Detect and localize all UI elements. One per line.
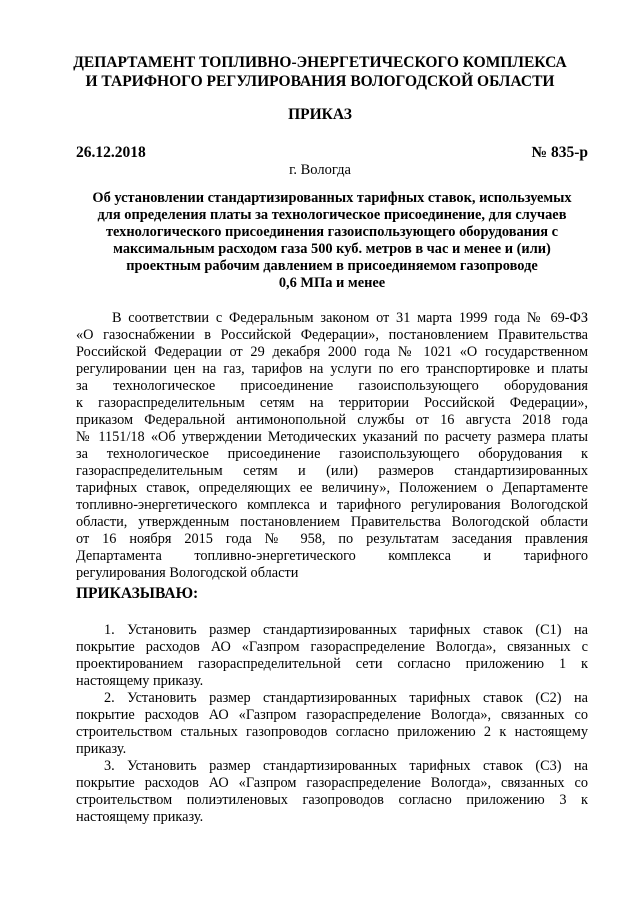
preamble-line: № 1151/18 «Об утверждении Методических указаний по расчету размера платы	[76, 429, 588, 445]
subject-line: 0,6 МПа и менее	[278, 275, 386, 291]
subject-line: Об установлении стандартизированных тарифных ставок, используемых	[92, 190, 572, 206]
item-line: строительством полиэтиленовых газопроводов согласно приложению 3 к	[76, 792, 588, 808]
order-item-3	[76, 758, 588, 826]
order-subject	[76, 190, 588, 292]
department-name	[60, 53, 580, 91]
preamble-line: от 16 ноября 2015 года № 958, по результатам заседания правления	[76, 531, 588, 547]
order-date: 26.12.2018	[76, 144, 146, 161]
item-line: 3. Установить размер стандартизированных тарифных ставок (С3) на	[104, 758, 588, 774]
preamble-line: газораспределительным сетям и (или) размеров стандартизированных	[76, 463, 588, 479]
preamble-line: регулирования Вологодской области	[76, 565, 299, 581]
department-line-2: И ТАРИФНОГО РЕГУЛИРОВАНИЯ ВОЛОГОДСКОЙ ОБЛАСТИ	[85, 73, 555, 90]
preamble-line: «О газоснабжении в Российской Федерации», постановлением Правительства	[76, 327, 588, 343]
item-line: 1. Установить размер стандартизированных тарифных ставок (С1) на	[104, 622, 588, 638]
preamble-line: регулировании цен на газ, тарифов на услуги по его транспортировке и платы	[76, 361, 588, 377]
item-line: приказу.	[76, 741, 127, 757]
item-line: настоящему приказу.	[76, 809, 204, 825]
preamble-paragraph	[76, 310, 588, 582]
item-line: покрытие расходов АО «Газпром газораспределение Вологда», связанных со	[76, 775, 588, 791]
subject-line: максимальным расходом газа 500 куб. метров в час и менее и (или)	[113, 241, 551, 257]
city: г. Вологда	[289, 162, 351, 178]
preamble-line: В соответствии с Федеральным законом от 31 марта 1999 года № 69-ФЗ	[112, 310, 588, 326]
subject-line: технологического присоединения газоиспользующего оборудования с	[105, 224, 559, 240]
item-line: покрытие расходов АО «Газпром газораспределение Вологда», связанных со	[76, 707, 588, 723]
item-line: настоящему приказу.	[76, 673, 204, 689]
preamble-line: тарифных ставок, определяющих ее величину», Положением о Департаменте	[76, 480, 588, 496]
preamble-line: области, утвержденным постановлением Правительства Вологодской области	[76, 514, 588, 530]
order-item-2	[76, 690, 588, 758]
document-type: ПРИКАЗ	[288, 106, 352, 123]
preamble-line: Департамента топливно-энергетического комплекса и тарифного	[76, 548, 588, 564]
order-item-1	[76, 622, 588, 690]
preamble-line: за технологическое присоединение газоиспользующего оборудования к	[76, 446, 588, 462]
preamble-line: за технологическое присоединение газоиспользующего оборудования	[76, 378, 588, 394]
item-line: 2. Установить размер стандартизированных тарифных ставок (С2) на	[104, 690, 588, 706]
item-line: проектированием газораспределительной сети согласно приложению 1 к	[76, 656, 588, 672]
preamble-line: приказом Федеральной антимонопольной службы от 16 августа 2018 года	[76, 412, 588, 428]
preamble-line: Российской Федерации от 29 декабря 2000 года № 1021 «О государственном	[76, 344, 588, 360]
department-line-1: ДЕПАРТАМЕНТ ТОПЛИВНО-ЭНЕРГЕТИЧЕСКОГО КОМПЛЕКСА	[73, 54, 567, 71]
item-line: покрытие расходов АО «Газпром газораспределение Вологда», связанных с	[76, 639, 588, 655]
item-line: строительством стальных газопроводов согласно приложению 2 к настоящему	[76, 724, 588, 740]
preamble-line: к газораспределительным сетям на территории Российской Федерации»,	[76, 395, 588, 411]
orders-heading: ПРИКАЗЫВАЮ:	[76, 585, 199, 602]
preamble-line: топливно-энергетического комплекса и тарифного регулирования Вологодской	[76, 497, 588, 513]
order-number: № 835-р	[531, 144, 588, 161]
subject-line: для определения платы за технологическое присоединение, для случаев	[97, 207, 567, 223]
subject-line: проектным рабочим давлением в присоединяемом газопроводе	[126, 258, 538, 274]
